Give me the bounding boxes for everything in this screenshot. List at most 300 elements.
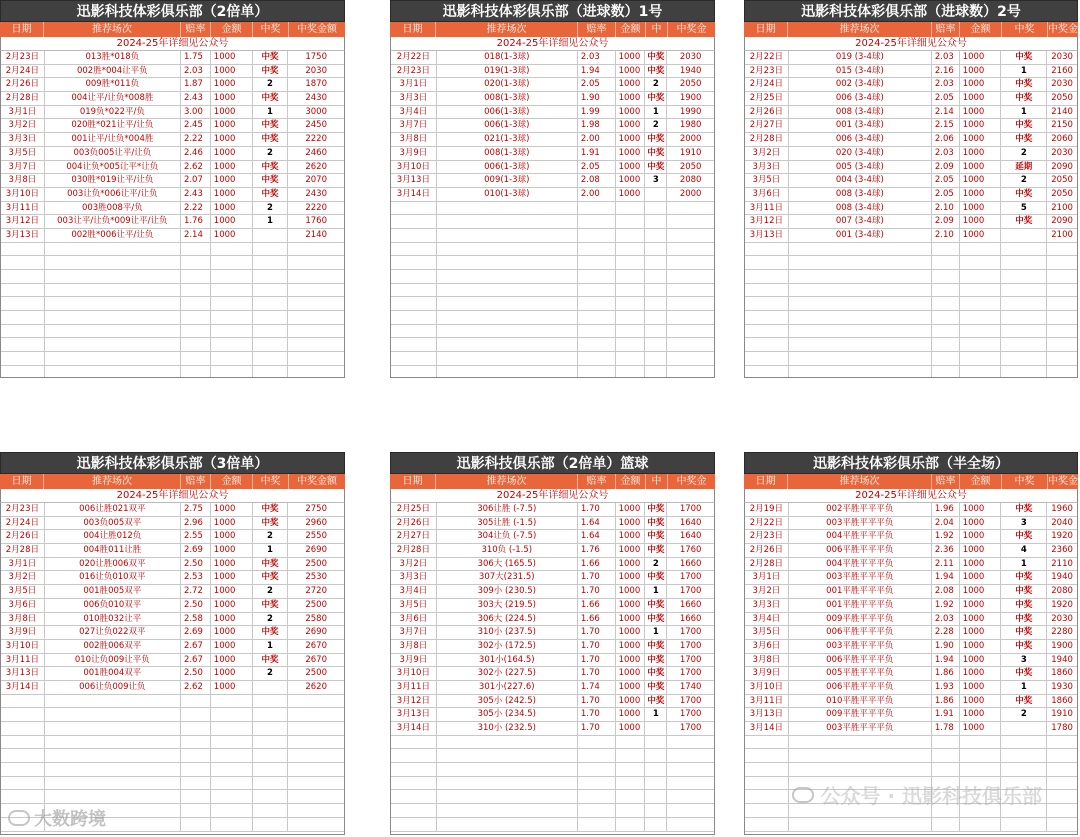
table-cell: 3月5日 [745,174,789,187]
table-cell: 3月3日 [1,133,45,146]
table-cell [253,695,289,708]
table-cell: 3月9日 [391,654,437,667]
table-cell [437,270,578,283]
table-cell [960,256,1002,269]
table-cell: 中奖 [645,681,667,694]
table-cell [578,763,616,776]
table-cell: 3.00 [181,106,211,119]
table-row [745,708,1077,722]
table-row [745,51,1077,65]
table-cell: 2220 [305,134,327,145]
table-cell [1,749,45,762]
table-cell: 2960 [305,517,327,528]
table-cell: 2.50 [181,599,211,612]
table-cell: 001胜004双平 [45,667,181,680]
table-row [745,65,1077,79]
table-cell [789,736,932,749]
table-cell [1047,736,1077,749]
table-cell: 2.96 [181,517,211,530]
table-row [391,161,714,175]
table-cell [616,366,646,378]
table-cell [253,708,289,721]
table-row [745,695,1077,709]
table-cell [1047,338,1077,351]
table-cell [211,256,253,269]
table-cell: 中奖 [253,161,289,174]
table-cell [667,366,714,378]
panel-basketball [390,452,715,835]
table-cell: 004 (3-4球) [789,174,932,187]
table-cell: 3月7日 [391,119,437,132]
table-cell: 008 (3-4球) [789,188,932,201]
table-cell: 中奖 [1001,92,1047,105]
table-cell [745,243,789,256]
table-cell: 1000 [960,530,1002,543]
table-cell: 1000 [960,147,1002,160]
table-cell: 3月5日 [1,585,45,598]
table-cell [616,818,646,831]
table-cell: 3月8日 [1,174,45,187]
table-cell [391,311,437,324]
table-cell [288,749,344,762]
table-cell [437,804,578,817]
table-cell: 1000 [616,544,646,557]
table-cell: 004让负*005让平*让负 [45,161,181,174]
column-header: 中奖 [1002,22,1048,37]
column-header: 日期 [0,474,44,489]
table-row [745,585,1077,599]
table-cell [645,818,667,831]
table-row [745,229,1077,243]
table-cell: 2.14 [932,106,960,119]
table-cell [181,243,211,256]
table-cell: 2690 [305,545,327,556]
panel-goals-2 [744,0,1078,378]
table-cell [288,695,344,708]
table-cell: 1 [645,585,667,598]
column-header: 中奖金 [676,24,707,35]
table-cell: 3月6日 [1,599,45,612]
table-cell [391,763,437,776]
table-cell [645,215,667,228]
table-cell: 2090 [1051,216,1073,227]
table-cell: 001让平/让负*004胜 [45,133,181,146]
table-cell [745,366,789,378]
table-cell [960,736,1002,749]
table-row [1,147,344,161]
table-row [1,544,344,558]
table-row [745,599,1077,613]
table-cell: 中奖 [645,654,667,667]
empty-row [745,818,1077,832]
table-row [1,530,344,544]
table-cell [667,790,714,803]
table-cell: 2100 [1051,229,1073,240]
table-cell [253,352,289,365]
table-cell: 中奖 [645,517,667,530]
table-cell: 001 (3-4球) [789,229,932,242]
table-cell: 006(1-3球) [437,161,578,174]
table-cell: 1.93 [932,681,960,694]
table-cell [45,243,181,256]
table-cell [616,243,646,256]
table-cell: 1.94 [932,654,960,667]
table-cell: 中奖 [1001,571,1047,584]
table-cell: 2.69 [181,544,211,557]
table-row [391,174,714,188]
table-cell: 2月24日 [745,78,789,91]
table-cell: 中奖 [253,654,289,667]
table-cell: 006负010双平 [45,599,181,612]
table-cell: 1910 [1051,709,1073,720]
table-cell: 1.70 [578,503,616,516]
table-cell: 中奖 [645,503,667,516]
table-cell [181,722,211,735]
table-cell: 2.05 [578,78,616,91]
table-cell [645,749,667,762]
table-cell: 1000 [211,51,253,64]
table-row [745,667,1077,681]
empty-row [391,229,714,243]
table-cell: 3月3日 [391,92,437,105]
table-cell: 2月25日 [745,92,789,105]
table-cell [181,790,211,803]
table-cell: 中奖 [645,51,667,64]
table-cell [789,325,932,338]
table-cell: 3月6日 [745,188,789,201]
table-cell [437,256,578,269]
table-cell: 2.46 [181,147,211,160]
table-cell: 306大 (224.5) [437,613,578,626]
table-cell [578,215,616,228]
table-cell: 1000 [960,92,1002,105]
table-cell [1,297,45,310]
table-cell [1047,366,1077,378]
table-row [1,667,344,681]
table-cell: 1000 [616,503,646,516]
table-row [745,517,1077,531]
table-row [391,654,714,668]
table-cell: 027让负022双平 [45,626,181,639]
panel-title: 迅影科技体彩俱乐部（进球数）2号 [744,0,1078,22]
table-row [391,599,714,613]
table-cell [288,708,344,721]
table-cell: 002胜*004让平负 [45,65,181,78]
table-cell: 302小 (227.5) [437,667,578,680]
table-cell: 005平胜平平平负 [789,667,932,680]
table-cell: 003平胜平平平负 [789,640,932,653]
table-cell [391,804,437,817]
table-cell: 1.76 [578,544,616,557]
table-row [1,517,344,531]
table-cell: 2.04 [932,517,960,530]
empty-row [1,352,344,366]
table-cell: 1.66 [578,558,616,571]
table-row [391,106,714,120]
table-cell: 2月26日 [745,544,789,557]
table-row [391,517,714,531]
table-cell [437,311,578,324]
table-cell: 1000 [960,667,1002,680]
table-cell [437,243,578,256]
empty-row [745,284,1077,298]
table-cell [616,763,646,776]
table-cell [1,256,45,269]
table-cell: 1000 [211,585,253,598]
table-cell: 3月7日 [1,161,45,174]
empty-row [1,722,344,736]
table-cell: 1000 [960,722,1002,735]
table-row [391,558,714,572]
table-cell: 1.86 [932,667,960,680]
table-row [1,640,344,654]
table-cell: 2500 [305,599,327,610]
table-cell [645,256,667,269]
table-cell [789,243,932,256]
table-cell [578,284,616,297]
table-cell: 2050 [1051,175,1073,186]
brand-logo-icon [8,810,30,826]
empty-row [391,818,714,832]
table-cell: 3月10日 [391,667,437,680]
column-header: 中 [646,474,668,489]
table-cell [667,297,714,310]
table-cell: 2150 [1051,120,1073,131]
table-cell [253,325,289,338]
table-cell: 中奖 [1001,78,1047,91]
table-cell [578,736,616,749]
table-cell: 3月3日 [745,161,789,174]
table-cell [578,311,616,324]
table-row [391,133,714,147]
table-cell: 009平胜平平平负 [789,613,932,626]
empty-row [391,284,714,298]
table-cell [578,243,616,256]
table-cell: 1660 [679,599,702,610]
table-cell: 2月28日 [391,544,437,557]
watermark-left [8,805,106,831]
table-cell: 1.66 [578,613,616,626]
table-cell: 301小(164.5) [437,654,578,667]
table-cell: 2280 [1051,627,1073,638]
empty-row [391,736,714,750]
table-row [1,599,344,613]
table-cell: 2580 [305,613,327,624]
table-cell: 303大 (219.5) [437,599,578,612]
table-cell: 3月13日 [391,708,437,721]
table-row [745,722,1077,736]
column-header: 推荐场次 [44,22,181,37]
table-cell: 1 [253,106,289,119]
table-cell: 2月22日 [391,51,437,64]
table-row [391,667,714,681]
table-cell: 2.03 [932,78,960,91]
table-cell: 004让胜012负 [45,530,181,543]
table-cell: 2080 [1051,586,1073,597]
table-cell: 2.03 [932,613,960,626]
table-cell: 2.43 [181,92,211,105]
table-cell: 中奖 [253,92,289,105]
table-cell: 1700 [679,668,702,679]
table-cell [181,763,211,776]
table-cell: 1910 [679,147,702,158]
table-cell: 1.94 [932,571,960,584]
table-cell: 1000 [960,708,1002,721]
table-cell [1001,352,1047,365]
table-cell: 1760 [679,545,702,556]
table-cell: 1000 [960,544,1002,557]
table-cell: 1000 [960,106,1002,119]
table-cell [45,722,181,735]
table-cell: 1740 [679,681,702,692]
table-cell: 3月14日 [391,722,437,735]
table-cell: 2.22 [181,133,211,146]
table-cell [960,352,1002,365]
table-cell [645,311,667,324]
table-cell: 1900 [1051,640,1073,651]
table-cell [1,284,45,297]
table-cell [745,297,789,310]
column-header: 推荐场次 [44,474,181,489]
empty-row [1,270,344,284]
table-row [391,530,714,544]
table-cell [211,311,253,324]
table-cell: 2690 [305,627,327,638]
table-cell: 2140 [305,229,327,240]
watermark-right-text: 公众号 · 迅影科技俱乐部 [820,784,1042,808]
table-cell: 003平胜平平平负 [789,517,932,530]
table-row [745,503,1077,517]
table-cell: 1000 [960,133,1002,146]
season-note: 2024-25年详细见公众号 [390,489,715,503]
table-row [745,174,1077,188]
table-cell [932,352,960,365]
table-cell: 306让胜 (-7.5) [437,503,578,516]
column-header: 金额 [616,474,646,489]
table-cell: 1000 [960,202,1002,215]
column-header: 日期 [744,22,788,37]
table-cell [181,695,211,708]
table-cell: 305让胜 (-1.5) [437,517,578,530]
table-row [745,681,1077,695]
table-cell: 003胜008平/负 [45,202,181,215]
table-cell [578,229,616,242]
table-cell: 3月1日 [745,571,789,584]
table-cell: 001胜005双平 [45,585,181,598]
table-cell [578,325,616,338]
table-cell: 009(1-3球) [437,174,578,187]
table-cell [391,818,437,831]
table-cell: 1000 [616,133,646,146]
table-cell [789,366,932,378]
table-cell [211,297,253,310]
table-cell: 1000 [616,161,646,174]
table-cell [578,352,616,365]
table-cell [1,695,45,708]
table-row [1,626,344,640]
table-cell: 3月10日 [1,640,45,653]
table-cell [1047,325,1077,338]
table-cell [211,270,253,283]
table-cell: 2620 [305,161,327,172]
table-cell: 1000 [211,667,253,680]
table-cell: 1000 [616,599,646,612]
table-cell [288,790,344,803]
table-cell: 2.07 [181,174,211,187]
table-cell: 中奖 [1001,667,1047,680]
table-cell: 306大 (165.5) [437,558,578,571]
table-cell: 2.75 [181,503,211,516]
table-cell [578,202,616,215]
table-cell [616,777,646,790]
table-cell [211,366,253,378]
table-cell: 中奖 [253,517,289,530]
table-cell: 2月26日 [391,517,437,530]
table-cell: 1.78 [932,722,960,735]
table-row [1,613,344,627]
table-cell: 2.15 [932,119,960,132]
table-cell [645,297,667,310]
table-cell [616,215,646,228]
table-cell [181,804,211,817]
table-cell [1001,763,1047,776]
table-cell: 1000 [211,558,253,571]
empty-row [1,366,344,378]
table-cell [288,297,344,310]
table-body [0,51,345,378]
table-cell [391,790,437,803]
table-cell: 3月5日 [745,626,789,639]
table-cell: 1.92 [932,599,960,612]
table-cell: 1700 [679,695,702,706]
table-cell [391,202,437,215]
table-cell [645,804,667,817]
table-cell: 中奖 [645,695,667,708]
table-cell: 3月14日 [391,188,437,201]
empty-row [1,749,344,763]
table-cell: 3月4日 [391,585,437,598]
table-row [1,571,344,585]
table-cell: 中奖 [1001,188,1047,201]
panel-half-full [744,452,1078,835]
table-cell [1001,736,1047,749]
table-cell: 1700 [679,654,702,665]
table-cell [45,270,181,283]
table-cell: 020胜*021让平/让负 [45,119,181,132]
table-cell: 3月14日 [1,681,45,694]
watermark-left-text: 大数跨境 [34,809,106,830]
table-cell [437,352,578,365]
table-cell [437,763,578,776]
table-cell: 1640 [679,517,702,528]
table-cell: 2月25日 [391,503,437,516]
table-cell: 2000 [679,188,702,199]
table-cell: 1.70 [578,695,616,708]
table-cell: 1.94 [578,65,616,78]
table-cell [616,297,646,310]
table-cell [1047,777,1077,790]
table-cell: 3月13日 [1,229,45,242]
table-row [391,585,714,599]
empty-row [391,202,714,216]
table-cell [745,790,789,803]
table-cell: 016让负010双平 [45,571,181,584]
season-note: 2024-25年详细见公众号 [0,37,345,51]
table-cell: 3月11日 [745,202,789,215]
table-row [1,654,344,668]
table-cell: 3月11日 [1,654,45,667]
table-cell [616,270,646,283]
